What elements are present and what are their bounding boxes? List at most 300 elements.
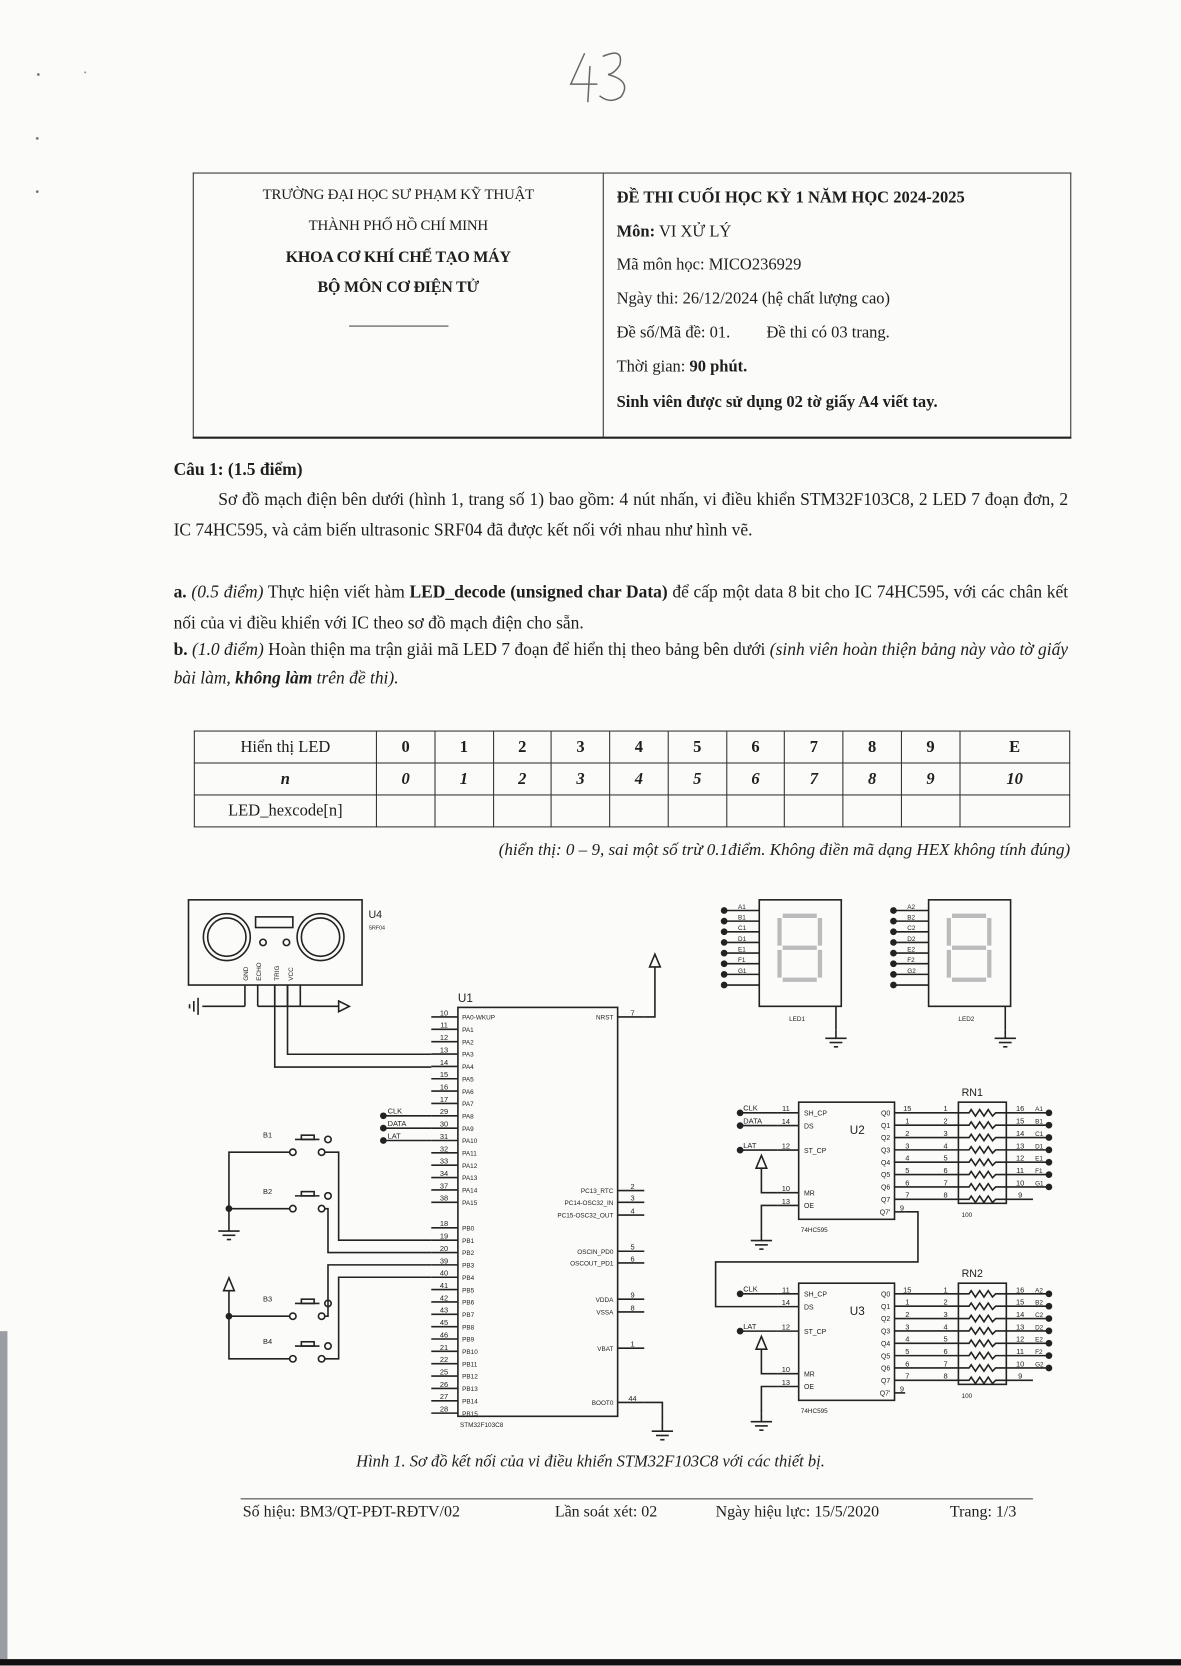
junction-dot [722, 961, 727, 966]
pin-number: 2 [905, 1309, 910, 1319]
part-b-label: b. [173, 638, 188, 660]
table-row-display [194, 731, 1069, 763]
part-b-instruction-2: trên đề thi). [312, 667, 399, 688]
power-arrow-icon [224, 1278, 235, 1291]
junction-dot [891, 972, 896, 977]
pin-name: ST_CP [803, 1147, 827, 1155]
pin-number: 6 [943, 1347, 948, 1357]
button-contact [325, 1193, 331, 1199]
table-cell: 9 [901, 731, 959, 763]
subject-line [617, 223, 732, 242]
wire [761, 1349, 777, 1373]
figure-caption: Hình 1. Sơ đồ kết nối của vi điều khiển STM32F103C8 với các thiết bị. [356, 1452, 825, 1471]
junction-dot [722, 908, 727, 913]
allowed-materials: Sinh viên được sử dụng 02 tờ giấy A4 viết tay. [616, 392, 938, 412]
junction-dot [738, 1110, 743, 1115]
pin-number: 5 [943, 1153, 948, 1163]
rn-value: 100 [961, 1393, 973, 1401]
footer-doc-id: Số hiệu: BM3/QT-PĐT-RĐTV/02 [242, 1503, 460, 1521]
table-cell: 1 [435, 731, 493, 763]
table-cell [726, 795, 784, 827]
table-cell [901, 795, 959, 827]
part-a-label: a. [173, 581, 187, 602]
pin-number: 26 [439, 1379, 449, 1389]
pin-number: 4 [943, 1141, 948, 1151]
question-intro: Sơ đồ mạch điện bên dưới (hình 1, trang số 1) bao gồm: 4 nút nhấn, vi điều khiển STM32F103C8, 2 LED 7 đoạn đơn, 2 IC 74HC595, và cảm biến ultrasonic SRF04 đã được kết nối với nhau như hình vẽ. [173, 488, 1069, 540]
junction-dot [738, 1123, 743, 1128]
transducer-icon [301, 918, 339, 956]
pin-number: 32 [439, 1144, 449, 1154]
pin-number: 1 [905, 1116, 910, 1126]
table-cell: 4 [610, 731, 668, 763]
pin-number: 12 [781, 1141, 791, 1151]
button-contact [318, 1205, 324, 1211]
pin-name: PB10 [462, 1349, 478, 1357]
resistor-icon [958, 1340, 1006, 1346]
button-label: B2 [263, 1186, 273, 1196]
exam-number: Đề số/Mã đề: 01. [616, 323, 731, 342]
u4-part: SRF04 [368, 925, 386, 932]
pin-number: 2 [630, 1181, 635, 1191]
resistor-icon [958, 1147, 1006, 1153]
pin-number: 20 [439, 1243, 449, 1253]
u4-pin-label: ECHO [255, 962, 263, 981]
pin-number: 14 [1016, 1128, 1025, 1138]
led-pin-label: D1 [737, 935, 747, 943]
junction-dot [1046, 1184, 1051, 1189]
ic-part: 74HC595 [800, 1408, 828, 1416]
push-button-icon [301, 1192, 314, 1196]
table-cell: 7 [785, 731, 843, 763]
pin-number: 8 [943, 1190, 948, 1200]
pin-number: 15 [1016, 1116, 1025, 1126]
microcontroller-u1 [458, 1007, 618, 1416]
pin-name: PA8 [462, 1113, 474, 1121]
pin-name: PB13 [462, 1386, 478, 1394]
junction-dot [891, 929, 896, 934]
pin-name: PA1 [462, 1026, 474, 1034]
sensor-led [283, 939, 289, 945]
pin-name: PA4 [462, 1064, 474, 1072]
part-a-text-2: để cấp một data 8 bit cho IC 74HC595, với các chân kết nối của vi điều khiển với IC theo sơ đồ mạch điện cho sẵn. [173, 581, 1069, 633]
net-label-clk: CLK [387, 1106, 403, 1116]
pin-name: VDDA [595, 1296, 614, 1304]
table-cell [551, 795, 609, 827]
pin-name: DS [803, 1304, 814, 1312]
pin-number: 14 [439, 1057, 449, 1067]
pin-name: PB1 [462, 1237, 475, 1245]
resistor-network-rn1 [958, 1102, 1006, 1203]
junction-dot [1046, 1291, 1051, 1296]
table-cell: 1 [435, 763, 493, 795]
pin-name: SH_CP [803, 1110, 828, 1118]
table-cell [668, 795, 726, 827]
pin-name: PB9 [462, 1336, 475, 1344]
junction-dot [1046, 1328, 1051, 1333]
resistor-icon [958, 1110, 1006, 1116]
pin-number: 40 [439, 1268, 449, 1278]
pin-name: DS [803, 1123, 814, 1131]
table-cell: 9 [901, 763, 959, 795]
junction-dot [891, 940, 896, 945]
arrow-icon [339, 1001, 350, 1012]
pin-name: PC15-OSC32_OUT [557, 1212, 614, 1220]
pin-number: 14 [781, 1298, 791, 1308]
university-name: TRƯỜNG ĐẠI HỌC SƯ PHẠM KỸ THUẬT [262, 187, 534, 204]
pin-number: 13 [781, 1377, 791, 1387]
button-label: B4 [263, 1336, 273, 1346]
pin-name: Q2 [881, 1316, 891, 1324]
pin-number: 34 [439, 1168, 449, 1178]
pin-name: PA14 [462, 1187, 478, 1195]
pin-number: 11 [1016, 1165, 1025, 1175]
question-title: Câu 1: (1.5 điểm) [173, 458, 303, 480]
junction-dot [1046, 1147, 1051, 1152]
pin-name: PB8 [462, 1324, 475, 1332]
push-button-icon [301, 1135, 314, 1139]
net-label: D2 [1035, 1324, 1044, 1332]
pin-number: 27 [439, 1392, 449, 1402]
pin-number: 12 [1016, 1334, 1025, 1344]
pin-number: 8 [943, 1371, 948, 1381]
pin-number: 3 [943, 1128, 948, 1138]
footer-revision: Lần soát xét: 02 [554, 1503, 658, 1521]
pin-number: 9 [899, 1384, 905, 1394]
resistor-icon [958, 1184, 1006, 1190]
pin-name: PA10 [462, 1138, 478, 1146]
pin-number: 18 [439, 1219, 449, 1229]
pin-number: 10 [781, 1184, 791, 1194]
table-cell [960, 795, 1070, 827]
junction-dot [722, 940, 727, 945]
u1-part: STM32F103C8 [460, 1421, 504, 1429]
led-pin-label: C1 [737, 925, 747, 933]
footer-effective-date: Ngày hiệu lực: 15/5/2020 [715, 1503, 880, 1521]
button-contact [290, 1356, 296, 1362]
pin-name: PB5 [462, 1287, 475, 1295]
header-divider [603, 174, 604, 437]
wire [229, 1152, 290, 1222]
junction-dot [1046, 1353, 1051, 1358]
pin-number: 6 [905, 1359, 910, 1369]
button-contact [325, 1343, 331, 1349]
led-pin-label: A2 [907, 903, 916, 911]
pin-number: 10 [439, 1008, 449, 1018]
junction-dot [891, 919, 896, 924]
wire [275, 985, 432, 1067]
segment-digit-icon [949, 916, 989, 980]
pin-number: 16 [1016, 1285, 1025, 1295]
led-pin-label: B2 [907, 914, 916, 922]
pin-name: Q5 [881, 1353, 891, 1361]
led-pin-label: C2 [907, 925, 916, 933]
pin-number: 12 [439, 1033, 449, 1043]
junction-dot [1046, 1160, 1051, 1165]
table-cell [843, 795, 901, 827]
function-signature: LED_decode (unsigned char Data) [409, 581, 668, 602]
header-separator: ----------------------------------- [348, 319, 448, 333]
pin-name: PA11 [462, 1150, 477, 1158]
part-b-points: (1.0 điểm) [192, 638, 264, 660]
pin-name: PA0-WKUP [462, 1014, 495, 1022]
pin-number: 13 [439, 1045, 449, 1055]
pin-name: Q4 [881, 1340, 891, 1348]
power-arrow-icon [756, 1155, 767, 1168]
pin-number: 10 [1016, 1178, 1025, 1188]
rn-value: 100 [961, 1212, 973, 1220]
transducer-icon [297, 914, 344, 961]
exam-title: ĐỀ THI CUỐI HỌC KỲ 1 NĂM HỌC 2024-2025 [616, 188, 965, 207]
button-contact [318, 1356, 324, 1362]
pin-number: 21 [439, 1342, 449, 1352]
resistor-icon [958, 1159, 1006, 1165]
pin-number: 12 [1016, 1153, 1025, 1163]
exam-header-box [193, 173, 1072, 439]
junction-dot [1046, 1365, 1051, 1370]
part-b-emphasis: không làm [235, 667, 313, 688]
pin-number: 30 [439, 1119, 449, 1129]
pin-number: 4 [630, 1206, 635, 1216]
junction-dot [722, 951, 727, 956]
junction-dot [226, 1314, 231, 1319]
net-label: E2 [1035, 1336, 1043, 1344]
pin-number: 7 [943, 1178, 948, 1188]
net-label: D1 [1035, 1143, 1044, 1151]
junction-dot [1046, 1135, 1051, 1140]
pin-number: 4 [905, 1153, 910, 1163]
table-cell [435, 795, 493, 827]
pin-number: 2 [943, 1116, 948, 1126]
pin-name: PA7 [462, 1101, 474, 1109]
pin-number: 13 [1016, 1322, 1025, 1332]
pin-number: 11 [440, 1020, 448, 1030]
table-cell: 6 [726, 731, 784, 763]
table-cell: 3 [551, 763, 609, 795]
pin-number: 3 [630, 1193, 635, 1203]
net-label: F2 [1035, 1349, 1043, 1357]
table-cell: 0 [376, 731, 434, 763]
table-cell [493, 795, 551, 827]
u4-ref: U4 [368, 908, 383, 921]
part-b [174, 635, 1069, 693]
footer-page: Trang: 1/3 [949, 1503, 1017, 1521]
pin-number: 14 [1016, 1309, 1025, 1319]
pin-name: PA6 [462, 1088, 474, 1096]
pin-number: 25 [439, 1367, 449, 1377]
led-pin-label: D2 [907, 935, 916, 943]
table-cell: 5 [668, 731, 726, 763]
pin-number: 31 [439, 1131, 449, 1141]
pin-number: 10 [1016, 1359, 1025, 1369]
button-contact [290, 1149, 296, 1155]
pin-number: 5 [905, 1165, 910, 1175]
junction-dot [1046, 1304, 1051, 1309]
page-count: Đề thi có 03 trang. [766, 323, 890, 342]
led-pin-label: A1 [737, 903, 746, 911]
ic-part: 74HC595 [800, 1227, 828, 1235]
part-b-text: Hoàn thiện ma trận giải mã LED 7 đoạn để hiển thị theo bảng bên dưới [263, 638, 770, 660]
net-label: B2 [1035, 1299, 1043, 1307]
wire [325, 1152, 431, 1240]
pin-number: 12 [781, 1322, 791, 1332]
table-cell: 10 [960, 763, 1070, 795]
junction-dot [891, 908, 896, 913]
table-cell: 4 [610, 763, 668, 795]
led-pin-label: G2 [907, 967, 916, 975]
pin-name: OSCOUT_PD1 [570, 1260, 614, 1268]
resistor-icon [958, 1196, 1006, 1202]
rn-ref: RN2 [961, 1267, 983, 1280]
pin-name: Q1 [881, 1303, 891, 1311]
resistor-icon [958, 1134, 1006, 1140]
led-decode-table [194, 731, 1070, 828]
button-contact [325, 1300, 331, 1306]
pin-name: OE [803, 1384, 814, 1392]
table-cell: 5 [668, 763, 726, 795]
button-contact [318, 1313, 324, 1319]
push-button-icon [301, 1342, 314, 1346]
pin-name: PB4 [462, 1274, 475, 1282]
pin-name: Q3 [881, 1147, 891, 1155]
net-label-lat: LAT [743, 1140, 757, 1150]
department-name: BỘ MÔN CƠ ĐIỆN TỬ [317, 279, 480, 297]
net-label-data: DATA [743, 1116, 763, 1126]
button-contact [318, 1149, 324, 1155]
pin-name: PA3 [462, 1051, 474, 1059]
pin-name: PA9 [462, 1125, 474, 1133]
led-pin-label: F2 [907, 957, 915, 965]
pin-name: PC13_RTC [580, 1188, 614, 1196]
pin-number: 7 [905, 1371, 910, 1381]
pin-name: PB0 [462, 1225, 475, 1233]
pin-name: PA5 [462, 1076, 474, 1084]
pin-name: PB7 [462, 1311, 475, 1319]
transducer-icon [208, 918, 246, 956]
pin-name: PA12 [462, 1162, 478, 1170]
pin-number: 8 [630, 1303, 635, 1313]
exam-time [617, 358, 748, 377]
part-a-text: Thực hiện viết hàm [263, 581, 410, 602]
pin-name: Q7' [879, 1209, 891, 1217]
faculty-name: KHOA CƠ KHÍ CHẾ TẠO MÁY [285, 249, 511, 267]
ultrasonic-sensor-u4 [188, 900, 362, 985]
part-a [174, 576, 1069, 638]
table-cell [610, 795, 668, 827]
junction-dot [1046, 1123, 1051, 1128]
pin-name: OSCIN_PD0 [577, 1248, 614, 1256]
pin-name: PC14-OSC32_IN [564, 1199, 614, 1207]
pin-name: Q0 [881, 1110, 891, 1118]
power-arrow-icon [650, 954, 661, 967]
pin-name: SH_CP [803, 1291, 828, 1299]
wire [644, 1402, 662, 1422]
power-arrow-icon [756, 1336, 767, 1349]
row-header: LED_hexcode[n] [194, 795, 376, 827]
pin-name: Q1 [881, 1122, 891, 1130]
led-pin-label: B1 [737, 914, 746, 922]
led-ref: LED2 [958, 1016, 975, 1024]
exam-number-line [617, 324, 890, 343]
button-label: B1 [263, 1130, 273, 1140]
net-label: E1 [1035, 1155, 1043, 1163]
pin-number: 45 [439, 1318, 449, 1328]
pin-number: 46 [439, 1330, 449, 1340]
junction-dot [226, 1206, 231, 1211]
net-label-lat: LAT [743, 1321, 757, 1331]
wire [761, 1386, 777, 1413]
pin-name: Q5 [881, 1172, 891, 1180]
resistor-icon [958, 1122, 1006, 1128]
junction-dot [381, 1126, 386, 1131]
pin-name: PB6 [462, 1299, 475, 1307]
pin-number: 3 [905, 1322, 910, 1332]
resistor-icon [958, 1352, 1006, 1358]
course-code: Mã môn học: MICO236929 [616, 255, 802, 274]
junction-dot [738, 1291, 743, 1296]
table-cell [376, 795, 434, 827]
resistor-network-rn2 [958, 1283, 1006, 1384]
resistor-icon [958, 1291, 1006, 1297]
pin-number: 42 [439, 1293, 449, 1303]
transducer-icon [203, 914, 250, 961]
pin-name: PA15 [462, 1199, 478, 1207]
table-cell [785, 795, 843, 827]
pin-number: 11 [782, 1104, 790, 1114]
junction-dot [381, 1113, 386, 1118]
segment-digit-icon [780, 916, 820, 980]
net-label-data: DATA [387, 1119, 407, 1129]
pin-number: 15 [439, 1070, 449, 1080]
pin-number: 39 [439, 1256, 449, 1266]
resistor-icon [958, 1377, 1006, 1383]
pin-number: 43 [439, 1305, 449, 1315]
u4-pin-label: TRIG [274, 965, 282, 981]
pin-number: 16 [1016, 1104, 1025, 1114]
pin-number: 29 [439, 1107, 449, 1117]
pin-number: 13 [1016, 1141, 1025, 1151]
pin-name: Q0 [881, 1291, 891, 1299]
wire [325, 1265, 431, 1316]
pin-number: 17 [439, 1094, 449, 1104]
pin-name: PB14 [462, 1398, 478, 1406]
table-cell: 7 [785, 763, 843, 795]
pin-number: 14 [781, 1117, 791, 1127]
ic-ref: U2 [849, 1124, 865, 1138]
pin-name: PA13 [462, 1175, 478, 1183]
net-label: B1 [1035, 1118, 1043, 1126]
wire [325, 1277, 431, 1359]
subject-name: VI XỬ LÝ [658, 222, 732, 241]
time-value: 90 phút. [689, 357, 748, 376]
sensor-led [260, 939, 266, 945]
u4-pin-label: VCC [287, 967, 295, 981]
net-label-clk: CLK [743, 1103, 758, 1113]
pin-number: 38 [439, 1193, 449, 1203]
table-cell: E [960, 731, 1070, 763]
button-contact [290, 1313, 296, 1319]
resistor-icon [958, 1328, 1006, 1334]
pin-number: 9 [1018, 1371, 1023, 1381]
pin-number: 15 [1016, 1297, 1025, 1307]
pin-number: 22 [439, 1355, 449, 1365]
table-cell: 2 [493, 731, 551, 763]
pin-number: 37 [439, 1181, 449, 1191]
rn-ref: RN1 [961, 1086, 983, 1099]
led-ref: LED1 [789, 1016, 806, 1024]
junction-dot [722, 972, 727, 977]
university-city: THÀNH PHỐ HỒ CHÍ MINH [308, 218, 488, 235]
net-label: G2 [1035, 1361, 1044, 1369]
